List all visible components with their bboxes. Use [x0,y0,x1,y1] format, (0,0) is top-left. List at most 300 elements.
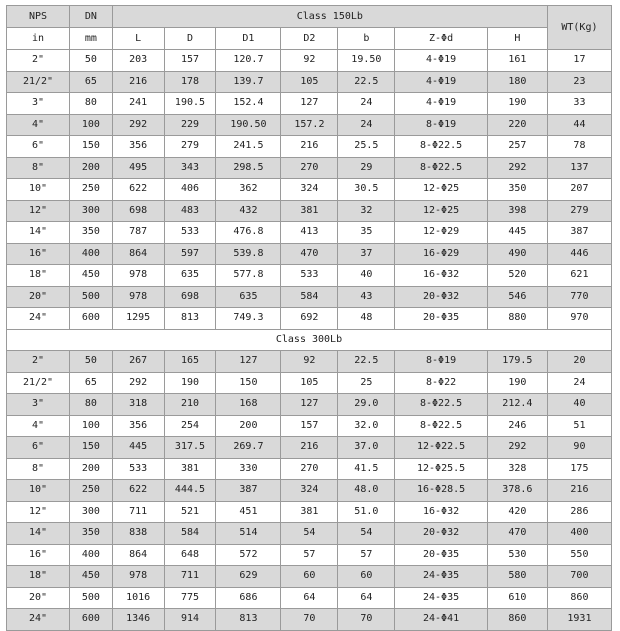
table-cell: 40 [547,394,611,416]
section-header-class-300: Class 300Lb [7,329,612,351]
table-cell: 3" [7,93,70,115]
table-cell: 20-Φ35 [395,308,488,330]
table-cell: 406 [164,179,216,201]
table-cell: 78 [547,136,611,158]
table-cell: 978 [112,286,164,308]
col-z-phi-d: Z-Φd [395,28,488,50]
table-cell: 450 [70,265,113,287]
table-cell: 597 [164,243,216,265]
table-cell: 21/2" [7,71,70,93]
header-class-150: Class 150Lb [112,6,547,28]
table-cell: 157.2 [281,114,338,136]
table-cell: 324 [281,480,338,502]
table-row [7,93,612,115]
table-cell: 152.4 [216,93,281,115]
table-cell: 21/2" [7,372,70,394]
table-cell: 629 [216,566,281,588]
table-cell: 698 [164,286,216,308]
table-cell: 24-Φ41 [395,609,488,631]
table-cell: 190 [487,372,547,394]
table-cell: 635 [216,286,281,308]
table-cell: 279 [164,136,216,158]
table-cell: 20 [547,351,611,373]
table-cell: 14" [7,523,70,545]
table-cell: 44 [547,114,611,136]
table-cell: 269.7 [216,437,281,459]
table-cell: 157 [281,415,338,437]
table-cell: 978 [112,566,164,588]
table-cell: 362 [216,179,281,201]
table-cell: 533 [112,458,164,480]
table-cell: 139.7 [216,71,281,93]
table-row [7,480,612,502]
table-cell: 4-Φ19 [395,93,488,115]
table-row [7,523,612,545]
table-cell: 387 [216,480,281,502]
table-cell: 22.5 [338,71,395,93]
table-cell: 330 [216,458,281,480]
table-cell: 12-Φ25 [395,200,488,222]
table-cell: 813 [164,308,216,330]
table-cell: 300 [70,200,113,222]
table-cell: 22.5 [338,351,395,373]
table-cell: 8-Φ22 [395,372,488,394]
table-cell: 270 [281,157,338,179]
table-cell: 514 [216,523,281,545]
table-cell: 420 [487,501,547,523]
table-cell: 257 [487,136,547,158]
table-cell: 4-Φ19 [395,71,488,93]
table-cell: 24" [7,308,70,330]
table-cell: 1016 [112,587,164,609]
table-cell: 37.0 [338,437,395,459]
table-cell: 250 [70,179,113,201]
table-cell: 150 [216,372,281,394]
table-cell: 8-Φ22.5 [395,415,488,437]
table-cell: 292 [112,114,164,136]
table-cell: 4" [7,114,70,136]
table-cell: 292 [112,372,164,394]
table-cell: 25.5 [338,136,395,158]
table-cell: 8-Φ22.5 [395,157,488,179]
table-cell: 137 [547,157,611,179]
table-cell: 220 [487,114,547,136]
table-cell: 14" [7,222,70,244]
unit-mm: mm [70,28,113,50]
table-cell: 127 [281,394,338,416]
table-cell: 100 [70,114,113,136]
table-cell: 500 [70,286,113,308]
table-cell: 381 [281,200,338,222]
table-cell: 161 [487,50,547,72]
table-cell: 635 [164,265,216,287]
table-cell: 70 [281,609,338,631]
table-cell: 24-Φ35 [395,587,488,609]
table-row [7,286,612,308]
flange-table-container [6,5,612,631]
table-cell: 10" [7,480,70,502]
table-cell: 577.8 [216,265,281,287]
table-cell: 212.4 [487,394,547,416]
table-cell: 168 [216,394,281,416]
table-cell: 127 [281,93,338,115]
table-cell: 12-Φ29 [395,222,488,244]
table-cell: 450 [70,566,113,588]
table-cell: 495 [112,157,164,179]
table-cell: 451 [216,501,281,523]
table-cell: 12" [7,200,70,222]
table-cell: 470 [487,523,547,545]
table-cell: 30.5 [338,179,395,201]
table-cell: 64 [281,587,338,609]
table-cell: 20-Φ32 [395,523,488,545]
table-cell: 350 [487,179,547,201]
table-cell: 978 [112,265,164,287]
table-row [7,222,612,244]
table-cell: 432 [216,200,281,222]
table-row [7,157,612,179]
table-cell: 520 [487,265,547,287]
table-cell: 18" [7,566,70,588]
table-cell: 80 [70,394,113,416]
flange-dimensions-table [6,5,612,631]
table-cell: 20-Φ35 [395,544,488,566]
table-cell: 48.0 [338,480,395,502]
table-cell: 1931 [547,609,611,631]
table-cell: 622 [112,179,164,201]
table-cell: 48 [338,308,395,330]
table-row [7,501,612,523]
table-cell: 1295 [112,308,164,330]
table-cell: 32 [338,200,395,222]
table-cell: 24 [338,93,395,115]
table-cell: 600 [70,308,113,330]
table-cell: 860 [547,587,611,609]
table-row [7,114,612,136]
table-cell: 584 [281,286,338,308]
table-cell: 90 [547,437,611,459]
col-h: H [487,28,547,50]
table-cell: 572 [216,544,281,566]
table-row [7,394,612,416]
table-cell: 400 [70,243,113,265]
table-cell: 80 [70,93,113,115]
table-cell: 4" [7,415,70,437]
table-cell: 29.0 [338,394,395,416]
table-cell: 700 [547,566,611,588]
table-cell: 698 [112,200,164,222]
table-cell: 770 [547,286,611,308]
table-cell: 190.5 [164,93,216,115]
table-cell: 216 [112,71,164,93]
table-cell: 16-Φ28.5 [395,480,488,502]
table-cell: 190 [164,372,216,394]
table-row [7,265,612,287]
table-cell: 446 [547,243,611,265]
table-cell: 648 [164,544,216,566]
table-cell: 54 [338,523,395,545]
table-cell: 292 [487,157,547,179]
table-row [7,544,612,566]
table-row [7,71,612,93]
table-cell: 864 [112,243,164,265]
header-nps: NPS [7,6,70,28]
table-cell: 381 [281,501,338,523]
table-cell: 207 [547,179,611,201]
table-cell: 150 [70,136,113,158]
table-cell: 343 [164,157,216,179]
table-cell: 200 [70,458,113,480]
table-cell: 105 [281,71,338,93]
header-row-1 [7,6,612,28]
table-cell: 40 [338,265,395,287]
table-cell: 229 [164,114,216,136]
table-cell: 813 [216,609,281,631]
table-cell: 100 [70,415,113,437]
table-cell: 43 [338,286,395,308]
table-cell: 16-Φ32 [395,265,488,287]
table-cell: 8-Φ19 [395,351,488,373]
table-cell: 317.5 [164,437,216,459]
table-cell: 24-Φ35 [395,566,488,588]
table-cell: 16" [7,544,70,566]
table-cell: 41.5 [338,458,395,480]
table-cell: 445 [112,437,164,459]
table-cell: 105 [281,372,338,394]
table-cell: 621 [547,265,611,287]
table-cell: 200 [216,415,281,437]
table-cell: 16-Φ32 [395,501,488,523]
table-cell: 356 [112,415,164,437]
table-cell: 445 [487,222,547,244]
table-cell: 398 [487,200,547,222]
table-cell: 65 [70,372,113,394]
table-cell: 387 [547,222,611,244]
table-cell: 24 [338,114,395,136]
table-cell: 324 [281,179,338,201]
table-cell: 24" [7,609,70,631]
table-cell: 328 [487,458,547,480]
table-cell: 210 [164,394,216,416]
table-cell: 500 [70,587,113,609]
table-cell: 6" [7,437,70,459]
table-cell: 533 [281,265,338,287]
table-cell: 470 [281,243,338,265]
table-cell: 50 [70,351,113,373]
table-cell: 57 [281,544,338,566]
table-cell: 35 [338,222,395,244]
table-cell: 749.3 [216,308,281,330]
table-cell: 16-Φ29 [395,243,488,265]
table-cell: 692 [281,308,338,330]
table-cell: 550 [547,544,611,566]
table-cell: 92 [281,50,338,72]
table-cell: 300 [70,501,113,523]
table-cell: 165 [164,351,216,373]
table-cell: 200 [70,157,113,179]
table-cell: 400 [70,544,113,566]
table-cell: 356 [112,136,164,158]
table-row [7,179,612,201]
table-row [7,566,612,588]
table-cell: 20" [7,286,70,308]
table-cell: 711 [164,566,216,588]
table-cell: 23 [547,71,611,93]
table-cell: 178 [164,71,216,93]
table-cell: 65 [70,71,113,93]
table-cell: 2" [7,351,70,373]
table-cell: 246 [487,415,547,437]
table-cell: 350 [70,222,113,244]
table-row [7,50,612,72]
header-row-units [7,28,612,50]
table-cell: 880 [487,308,547,330]
table-row [7,415,612,437]
table-cell: 864 [112,544,164,566]
table-row [7,200,612,222]
table-cell: 12-Φ25.5 [395,458,488,480]
table-cell: 2" [7,50,70,72]
table-cell: 25 [338,372,395,394]
table-cell: 12-Φ25 [395,179,488,201]
table-cell: 914 [164,609,216,631]
table-cell: 180 [487,71,547,93]
table-cell: 37 [338,243,395,265]
table-cell: 18" [7,265,70,287]
table-cell: 203 [112,50,164,72]
table-cell: 521 [164,501,216,523]
col-b: b [338,28,395,50]
table-cell: 8-Φ22.5 [395,136,488,158]
table-cell: 711 [112,501,164,523]
table-cell: 970 [547,308,611,330]
table-cell: 8" [7,458,70,480]
col-l: L [112,28,164,50]
table-cell: 610 [487,587,547,609]
table-cell: 190 [487,93,547,115]
table-cell: 476.8 [216,222,281,244]
table-cell: 64 [338,587,395,609]
table-cell: 216 [547,480,611,502]
table-cell: 584 [164,523,216,545]
col-d2: D2 [281,28,338,50]
table-cell: 350 [70,523,113,545]
table-row [7,243,612,265]
table-cell: 444.5 [164,480,216,502]
table-cell: 150 [70,437,113,459]
table-cell: 216 [281,437,338,459]
table-cell: 8-Φ19 [395,114,488,136]
table-cell: 12" [7,501,70,523]
table-row [7,587,612,609]
header-dn: DN [70,6,113,28]
table-cell: 530 [487,544,547,566]
table-cell: 298.5 [216,157,281,179]
table-cell: 483 [164,200,216,222]
table-cell: 54 [281,523,338,545]
table-cell: 4-Φ19 [395,50,488,72]
table-cell: 50 [70,50,113,72]
section-header-row [7,329,612,351]
table-row [7,136,612,158]
table-row [7,609,612,631]
table-cell: 292 [487,437,547,459]
table-cell: 378.6 [487,480,547,502]
table-cell: 12-Φ22.5 [395,437,488,459]
table-cell: 381 [164,458,216,480]
table-cell: 8" [7,157,70,179]
table-cell: 286 [547,501,611,523]
table-row [7,351,612,373]
table-cell: 179.5 [487,351,547,373]
table-cell: 175 [547,458,611,480]
table-body [7,6,612,631]
table-cell: 490 [487,243,547,265]
table-cell: 533 [164,222,216,244]
table-cell: 157 [164,50,216,72]
table-cell: 32.0 [338,415,395,437]
table-cell: 279 [547,200,611,222]
col-d1: D1 [216,28,281,50]
table-row [7,458,612,480]
table-row [7,372,612,394]
table-row [7,308,612,330]
table-cell: 787 [112,222,164,244]
table-cell: 3" [7,394,70,416]
table-cell: 8-Φ22.5 [395,394,488,416]
table-cell: 51 [547,415,611,437]
table-cell: 250 [70,480,113,502]
table-cell: 20" [7,587,70,609]
table-cell: 539.8 [216,243,281,265]
header-weight: WT(Kg) [547,6,611,50]
table-cell: 51.0 [338,501,395,523]
table-cell: 127 [216,351,281,373]
table-cell: 241 [112,93,164,115]
table-cell: 413 [281,222,338,244]
table-cell: 622 [112,480,164,502]
table-cell: 33 [547,93,611,115]
table-cell: 318 [112,394,164,416]
col-d: D [164,28,216,50]
table-cell: 70 [338,609,395,631]
table-cell: 838 [112,523,164,545]
table-cell: 860 [487,609,547,631]
table-cell: 60 [338,566,395,588]
table-cell: 20-Φ32 [395,286,488,308]
table-cell: 19.50 [338,50,395,72]
table-cell: 24 [547,372,611,394]
table-cell: 10" [7,179,70,201]
table-cell: 216 [281,136,338,158]
table-cell: 686 [216,587,281,609]
table-cell: 580 [487,566,547,588]
table-cell: 241.5 [216,136,281,158]
table-row [7,437,612,459]
table-cell: 600 [70,609,113,631]
table-cell: 6" [7,136,70,158]
table-cell: 29 [338,157,395,179]
table-cell: 92 [281,351,338,373]
table-cell: 775 [164,587,216,609]
table-cell: 546 [487,286,547,308]
table-cell: 190.50 [216,114,281,136]
table-cell: 17 [547,50,611,72]
table-cell: 400 [547,523,611,545]
unit-in: in [7,28,70,50]
table-cell: 270 [281,458,338,480]
table-cell: 267 [112,351,164,373]
